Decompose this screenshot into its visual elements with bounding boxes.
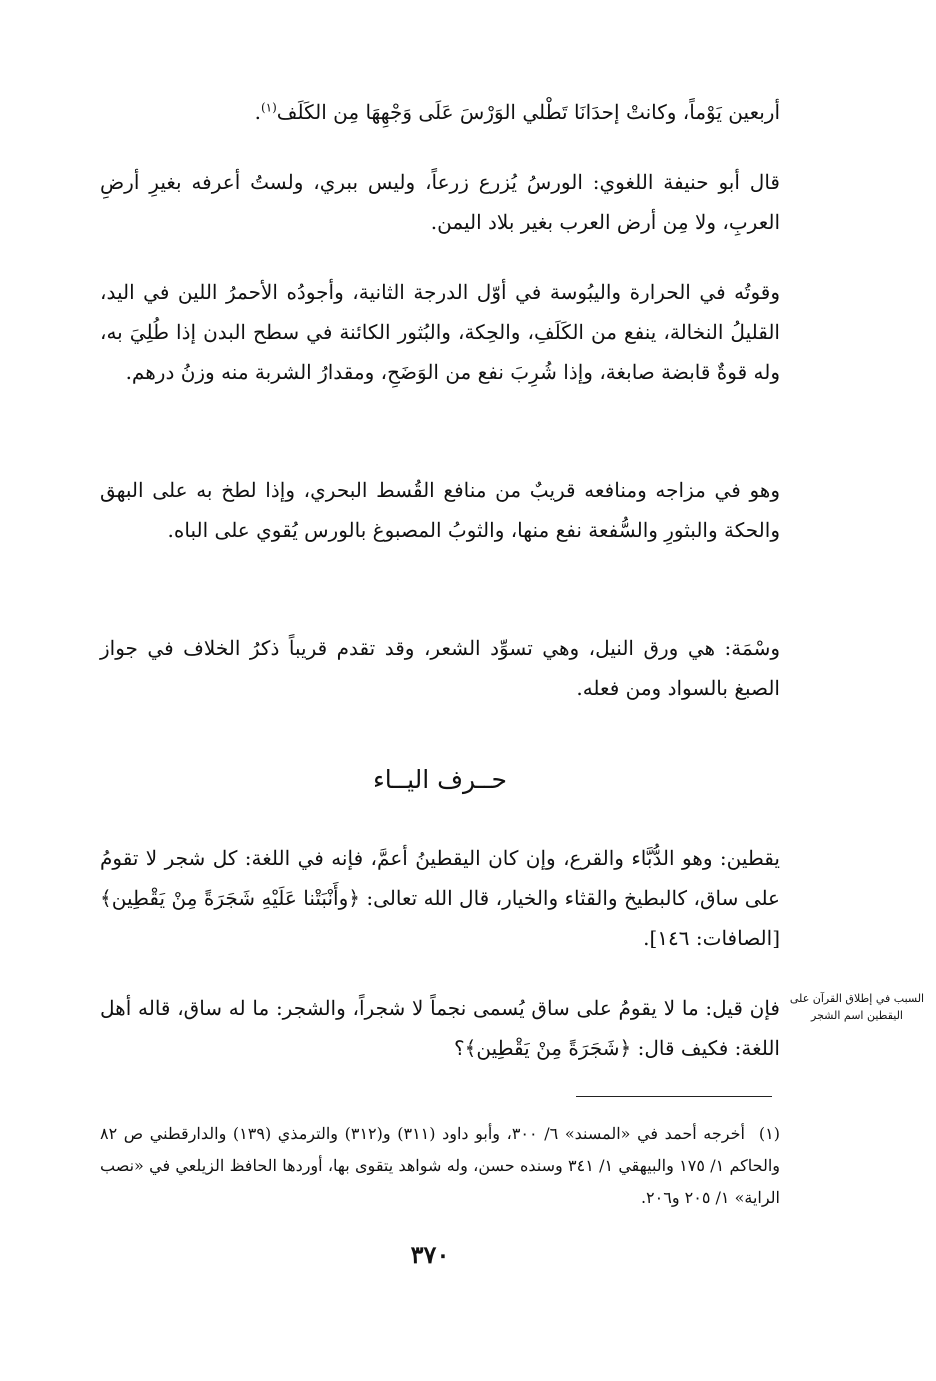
paragraph-objection: فإن قيل: ما لا يقومُ على ساق يُسمى نجماً لا شجراً، والشجر: ما له ساق، قاله أهل اللغة: فكيف قال: ﴿شَجَرَةً مِنْ يَقْطِين﴾؟	[100, 996, 780, 1060]
footnote-separator	[576, 1096, 772, 1097]
page-number: ٣٧٠	[410, 1240, 450, 1269]
paragraph-temperament: وهو في مزاجه ومنافعه قريبٌ من منافع القُسط البحري، وإذا لطخ به على البهق والحكة والبثورِ والسُّفعة نفع منها، والثوبُ المصبوغ بالورس يُقوي على الباه.	[100, 478, 780, 542]
paragraph-end-punctuation: .	[254, 100, 261, 124]
footnote	[100, 1118, 780, 1214]
paragraph-abu-hanifa: قال أبو حنيفة اللغوي: الورسُ يُزرع زرعاً، وليس ببري، ولستُ أعرفه بغيرِ أرضِ العربِ، ولا مِن أرض العرب بغير بلاد اليمن.	[100, 170, 780, 234]
footnote-text: أخرجه أحمد في «المسند» ٦/ ٣٠٠، وأبو داود (٣١١) و(٣١٢) والترمذي (١٣٩) والدارقطني ص ٨٢ والحاكم ١/ ١٧٥ والبيهقي ١/ ٣٤١ وسنده حسن، وله شواهد يتقوى بها، أوردها الحافظ الزيلعي في «نصب الراية» ١/ ٢٠٥ و٢٠٦.	[100, 1124, 781, 1207]
footnote-reference[interactable]: (١)	[260, 100, 277, 115]
section-heading: حــرف اليــاء	[373, 765, 507, 794]
paragraph-text: أربعين يَوْماً، وكانتْ إحدَانَا تَطْلي الوَرْسَ عَلَى وَجْهِهَا مِن الكَلَف	[276, 100, 780, 124]
paragraph-continued	[100, 92, 780, 132]
paragraph-wasma: وسْمَة: هي ورق النيل، وهي تسوِّد الشعر، وقد تقدم قريباً ذكرُ الخلاف في جواز الصبغ بالسواد ومن فعله.	[100, 636, 780, 700]
margin-note: السبب في إطلاق القرآن على اليقطين اسم الشجر	[789, 992, 925, 1022]
paragraph-yaqtin: يقطين: وهو الدُّبَّاء والقرع، وإن كان اليقطينُ أعمَّ، فإنه في اللغة: كل شجر لا تقومُ على ساق، كالبطيخ والقثاء والخيار، قال الله تعالى: ﴿وأَنْبَتْنا عَلَيْهِ شَجَرَةً مِنْ يَقْطِين﴾ [الصافات: ١٤٦].	[100, 846, 780, 950]
paragraph-properties: وقوتُه في الحرارة واليبُوسة في أوّل الدرجة الثانية، وأجودُه الأحمرُ اللين في اليد، القليلُ النخالة، ينفع من الكَلَفِ، والحِكة، والبُثور الكائنة في سطح البدن إذا طُلِيَ به، وله قوةٌ قابضة صابغة، وإذا شُرِبَ نفع من الوَضَحِ، ومقدارُ الشربة منه وزنُ درهم.	[100, 280, 780, 384]
footnote-number: (١)	[758, 1124, 780, 1143]
